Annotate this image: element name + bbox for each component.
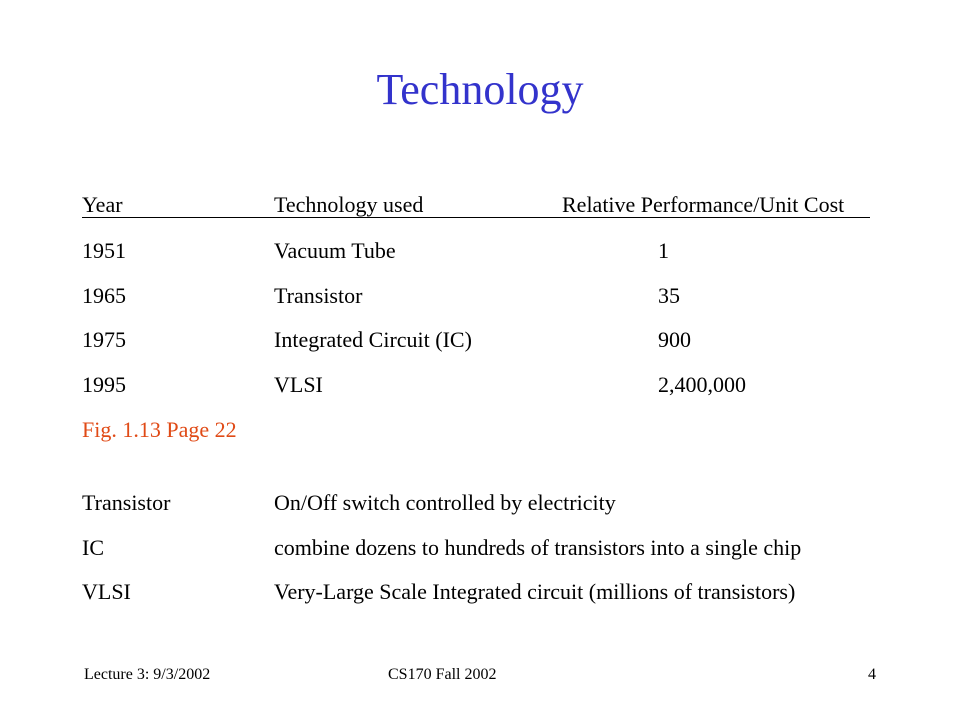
definition-term: VLSI [82,579,131,604]
footer-page-number: 4 [868,666,876,683]
slide-title: Technology [376,65,584,114]
row-year: 1951 [82,238,126,263]
row-performance: 35 [658,283,680,308]
header-technology: Technology used [274,192,424,217]
row-technology: Transistor [274,283,363,308]
header-underline [82,217,870,218]
table-header-row [82,190,882,220]
header-performance: Relative Performance/Unit Cost [562,192,845,217]
row-year: 1995 [82,372,126,397]
row-technology: VLSI [274,372,323,397]
row-performance: 900 [658,327,691,352]
definition-term: IC [82,535,104,560]
figure-reference: Fig. 1.13 Page 22 [82,417,237,442]
definition-term: Transistor [82,490,171,515]
definition-text: On/Off switch controlled by electricity [274,490,616,515]
row-year: 1975 [82,327,126,352]
footer-lecture-date: Lecture 3: 9/3/2002 [84,666,211,683]
row-technology: Integrated Circuit (IC) [274,327,472,352]
row-year: 1965 [82,283,126,308]
row-performance: 2,400,000 [658,372,746,397]
definition-text: Very-Large Scale Integrated circuit (millions of transistors) [274,579,796,604]
header-year: Year [82,192,123,217]
row-performance: 1 [658,238,669,263]
definition-text: combine dozens to hundreds of transistors into a single chip [274,535,802,560]
row-technology: Vacuum Tube [274,238,396,263]
footer-course: CS170 Fall 2002 [388,666,497,683]
